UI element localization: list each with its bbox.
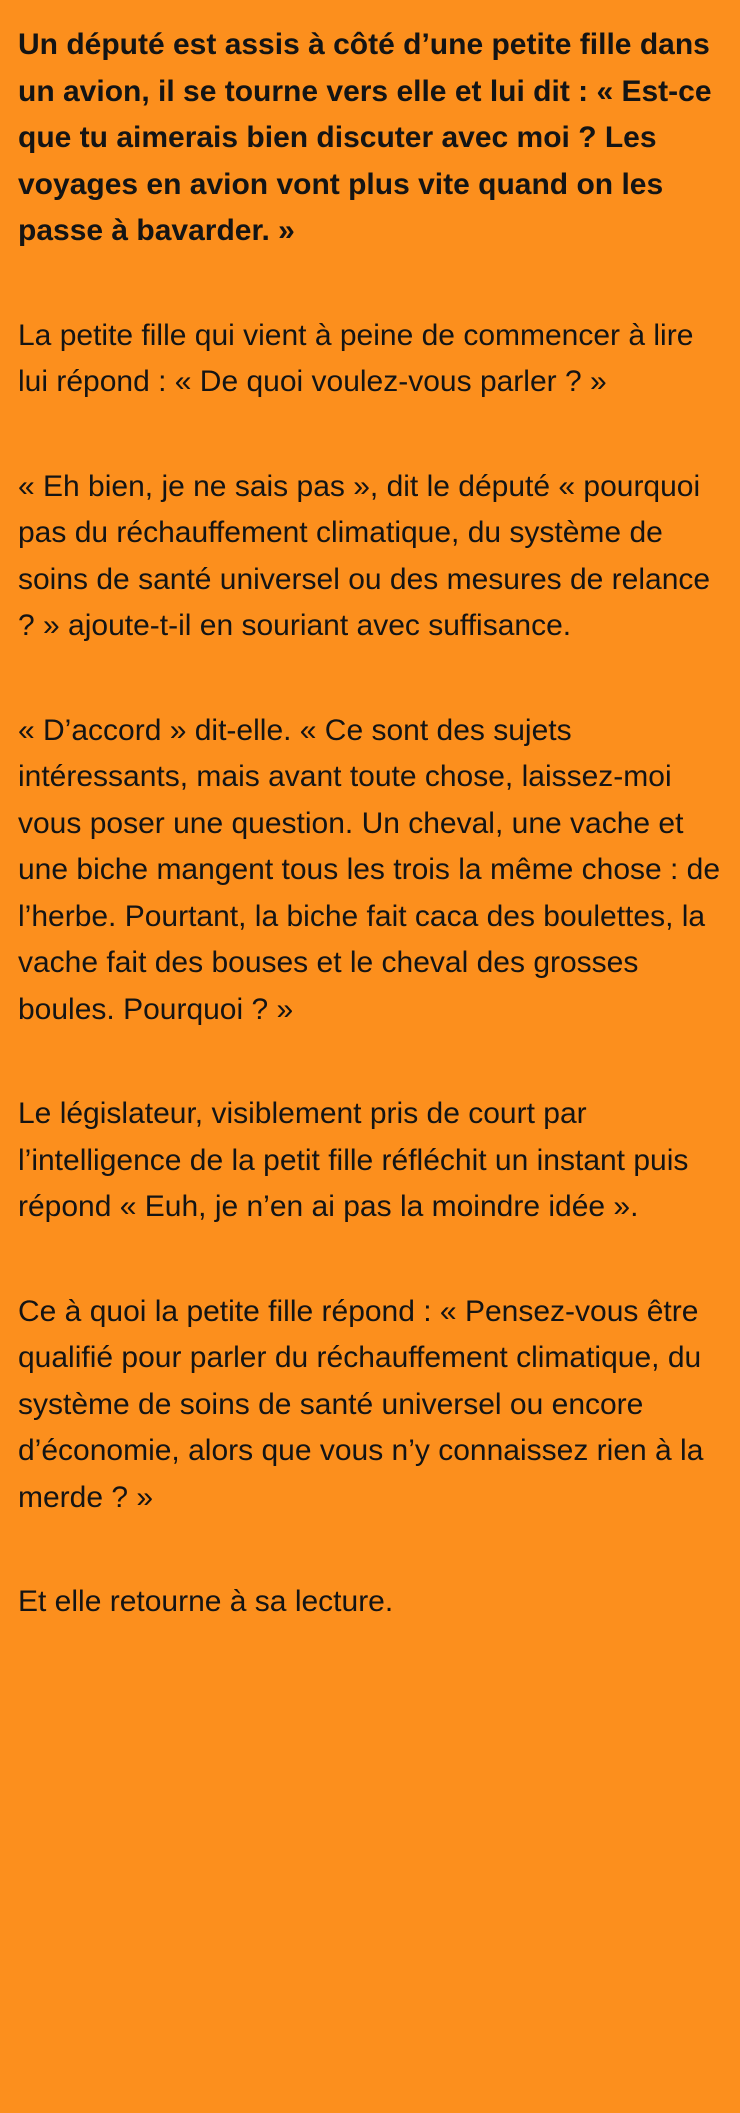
story-paragraph: Ce à quoi la petite fille répond : « Pensez-vous être qualifié pour parler du réchauffement climatique, du système de soins de santé universel ou encore d’économie, alors que vous n’y connaissez rien à la merde ? » bbox=[18, 1294, 704, 1514]
story-paragraph-intro: Un député est assis à côté d’une petite fille dans un avion, il se tourne vers elle et lui dit : « Est-ce que tu aimerais bien discuter avec moi ? Les voyages en avion vont plus vite quand on les passe à bavarder. » bbox=[18, 28, 712, 247]
story-paragraph-ending: Et elle retourne à sa lecture. bbox=[18, 1585, 394, 1618]
story-paragraph: La petite fille qui vient à peine de commencer à lire lui répond : « De quoi voulez-vous parler ? » bbox=[18, 318, 694, 398]
story-paragraph: « Eh bien, je ne sais pas », dit le député « pourquoi pas du réchauffement climatique, du système de soins de santé universel ou des mesures de relance ? » ajoute-t-il en souriant avec suffisance. bbox=[18, 469, 711, 642]
story-paragraph: Le législateur, visiblement pris de court par l’intelligence de la petit fille réfléchit un instant puis répond « Euh, je n’en ai pas la moindre idée ». bbox=[18, 1097, 689, 1223]
story-paragraph: « D’accord » dit-elle. « Ce sont des sujets intéressants, mais avant toute chose, laissez-moi vous poser une question. Un cheval, une vache et une biche mangent tous les trois la même chose : de l’herbe. Pourtant, la biche fait caca des boulettes, la vache fait des bouses et le cheval des grosses boules. Pourquoi ? » bbox=[18, 713, 721, 1026]
